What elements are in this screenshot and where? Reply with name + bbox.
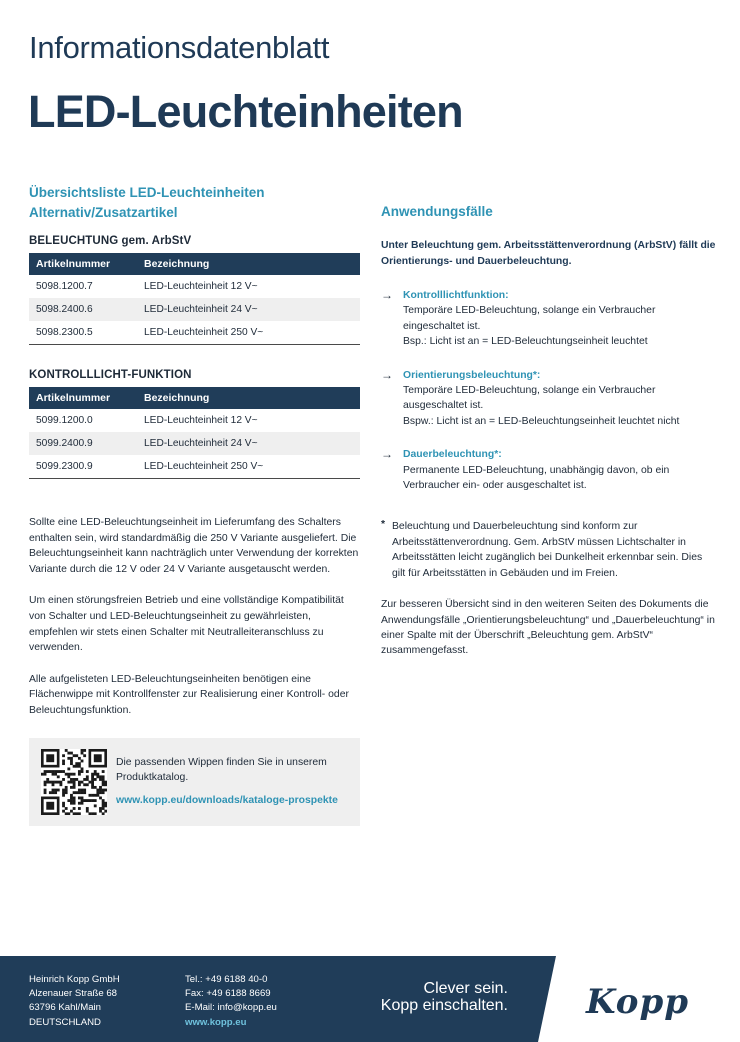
article-name: LED-Leuchteinheit 250 V~	[137, 321, 360, 345]
use-case-title: Dauerbeleuchtung*:	[403, 449, 502, 461]
use-case-title: Orientierungsbeleuchtung*:	[403, 369, 541, 381]
article-number: 5098.1200.7	[36, 281, 93, 292]
footer	[0, 956, 740, 1042]
use-case-text: Temporäre LED-Beleuchtung, solange ein Verbraucher eingeschaltet ist.	[403, 305, 656, 332]
catalog-box	[29, 738, 360, 826]
article-name: LED-Leuchteinheit 12 V~	[144, 415, 258, 426]
footer-website-link[interactable]: www.kopp.eu	[185, 1016, 247, 1028]
use-case-title: Kontrolllichtfunktion:	[403, 290, 509, 301]
paragraph-rocker-requirement: Alle aufgelisteten LED-Beleuchtungseinheiten benötigen eine Flächenwippe mit Kontrollfenster zur Realisierung einer Kontroll- oder Beleuchtungsfunktion.	[29, 673, 349, 716]
footer-address: Heinrich Kopp GmbH Alzenauer Straße 68 63796 Kahl/Main DEUTSCHLAND	[29, 974, 120, 1028]
table-row	[29, 298, 360, 321]
use-case-text: Temporäre LED-Beleuchtung, solange ein Verbraucher ausgeschaltet ist.	[403, 385, 656, 412]
document-subtitle: Informationsdatenblatt	[29, 30, 330, 65]
column-header-bezeichnung: Bezeichnung	[137, 387, 360, 409]
qr-code-icon	[41, 749, 107, 815]
article-name: LED-Leuchteinheit 12 V~	[144, 281, 258, 292]
article-table-kontrolllicht	[29, 387, 360, 479]
use-case-item	[381, 447, 716, 493]
article-number: 5099.1200.0	[36, 415, 93, 426]
catalog-text: Die passenden Wippen finden Sie in unserem Produktkatalog.	[116, 756, 327, 784]
use-case-example: Bsp.: Licht ist an = LED-Beleuchtungseinheit leuchtet	[403, 336, 648, 348]
footer-email[interactable]: E-Mail: info@kopp.eu	[185, 1002, 277, 1014]
use-case-item	[381, 368, 716, 430]
article-number: 5099.2400.9	[29, 432, 137, 455]
overview-heading: Übersichtsliste LED-Leuchteinheiten Alternativ/Zusatzartikel	[29, 185, 265, 220]
document-title: LED-Leuchteinheiten	[28, 86, 463, 137]
kopp-logo: Kopp	[586, 982, 690, 1022]
paragraph-default-variant: Sollte eine LED-Beleuchtungseinheit im Lieferumfang des Schalters enthalten sein, wird standardmäßig die 250 V Variante ausgeliefert. Die Beleuchtungseinheit kann nachträglich unter Verwendung der korrekten Variante durch die 12 V oder 24 V Variante ausgetauscht werden.	[29, 517, 359, 575]
article-number: 5099.2300.9	[29, 455, 137, 479]
column-header-artikelnummer: Artikelnummer	[29, 253, 137, 275]
column-header-artikelnummer: Artikelnummer	[29, 387, 137, 409]
paragraph-compatibility: Um einen störungsfreien Betrieb und eine vollständige Kompatibilität von Schalter und LED-Beleuchtungseinheit zu gewährleisten, empfehlen wir stets einen Schalter mit Neutralleiteranschluss zu verwenden.	[29, 595, 344, 654]
column-header-bezeichnung: Bezeichnung	[137, 253, 360, 275]
footer-contact: Tel.: +49 6188 40-0 Fax: +49 6188 8669 E-Mail: info@kopp.eu www.kopp.eu	[185, 973, 277, 1030]
use-case-item	[381, 288, 716, 350]
article-table-beleuchtung	[29, 253, 360, 345]
asterisk-icon: *	[381, 519, 386, 531]
article-name: LED-Leuchteinheit 24 V~	[137, 298, 360, 321]
use-cases-intro: Unter Beleuchtung gem. Arbeitsstättenverordnung (ArbStV) fällt die Orientierungs- und Dauerbeleuchtung.	[381, 240, 716, 267]
footnote: * Beleuchtung und Dauerbeleuchtung sind konform zur Arbeitsstättenverordnung. Gem. ArbStV müssen Lichtschalter in Arbeitsstätten leicht zugänglich bei Dunkelheit erkennbar sein. Dies gilt für Arbeitsstätten in Gebäuden und im Freien.	[381, 519, 703, 579]
article-name: LED-Leuchteinheit 250 V~	[137, 455, 360, 479]
article-name: LED-Leuchteinheit 24 V~	[137, 432, 360, 455]
closing-paragraph: Zur besseren Übersicht sind in den weiteren Seiten des Dokuments die Anwendungsfälle „Orientierungsbeleuchtung“ und „Dauerbeleuchtung“ in einer Spalte mit der Überschrift „Beleuchtung gem. ArbStV“ zusammengefasst.	[381, 599, 715, 657]
table-row	[29, 455, 360, 479]
article-number: 5098.2400.6	[29, 298, 137, 321]
use-cases-heading: Anwendungsfälle	[381, 204, 493, 219]
table-row	[29, 409, 360, 432]
footer-slogan: Clever sein. Kopp einschalten.	[380, 980, 508, 1014]
section-label-beleuchtung: BELEUCHTUNG gem. ArbStV	[29, 235, 192, 247]
table-row	[29, 321, 360, 345]
arrow-right-icon: →	[381, 367, 393, 382]
arrow-right-icon: →	[381, 447, 393, 462]
use-case-example: Bspw.: Licht ist an = LED-Beleuchtungseinheit leuchtet nicht	[403, 415, 680, 427]
arrow-right-icon: →	[381, 288, 393, 302]
right-column	[381, 202, 716, 659]
use-case-text: Permanente LED-Beleuchtung, unabhängig davon, ob ein Verbraucher ein- oder ausgeschaltet ist.	[403, 464, 670, 492]
section-label-kontrolllicht: KONTROLLLICHT-FUNKTION	[29, 369, 192, 381]
table-row	[29, 432, 360, 455]
catalog-link[interactable]: www.kopp.eu/downloads/kataloge-prospekte	[116, 794, 338, 806]
left-column	[29, 183, 360, 826]
table-row	[29, 275, 360, 298]
article-number: 5098.2300.5	[29, 321, 137, 345]
